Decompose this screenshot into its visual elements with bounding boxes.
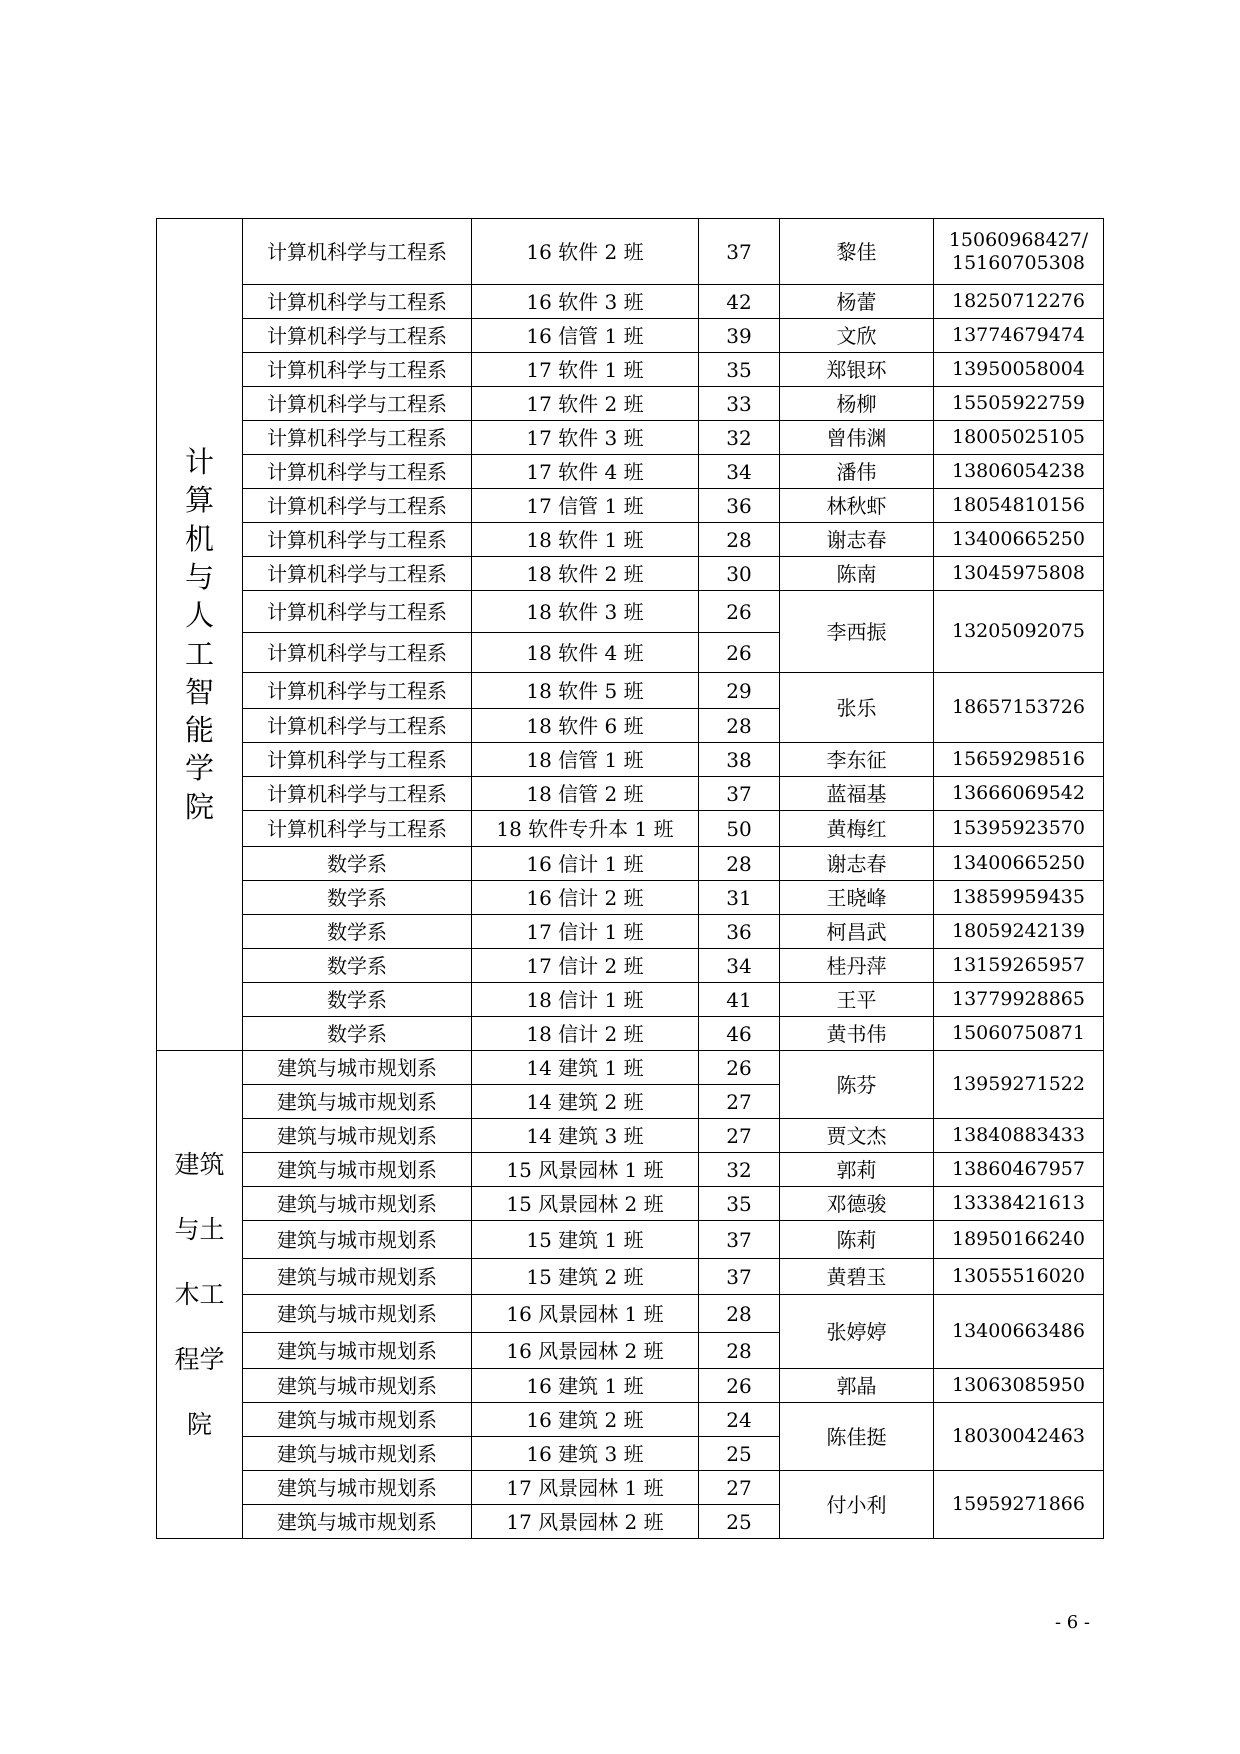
- teacher-cell: 黄碧玉: [780, 1259, 934, 1295]
- class-cell: 16 建筑 1 班: [472, 1369, 699, 1403]
- teacher-cell: 李东征: [780, 743, 934, 777]
- department-cell: 计算机科学与工程系: [243, 489, 472, 523]
- class-cell: 18 软件 6 班: [472, 709, 699, 743]
- class-cell: 18 软件 4 班: [472, 633, 699, 673]
- phone-cell: 13055516020: [934, 1259, 1104, 1295]
- phone-cell: 13400665250: [934, 847, 1104, 881]
- department-cell: 数学系: [243, 881, 472, 915]
- college-name-cell: [157, 1051, 243, 1539]
- department-cell: 数学系: [243, 847, 472, 881]
- student-count-cell: 34: [699, 949, 780, 983]
- phone-cell: 18005025105: [934, 421, 1104, 455]
- student-count-cell: 46: [699, 1017, 780, 1051]
- phone-cell: 18054810156: [934, 489, 1104, 523]
- phone-cell: 15395923570: [934, 811, 1104, 847]
- teacher-cell: 曾伟渊: [780, 421, 934, 455]
- student-count-cell: 24: [699, 1403, 780, 1437]
- student-count-cell: 31: [699, 881, 780, 915]
- teacher-cell: 黄书伟: [780, 1017, 934, 1051]
- teacher-cell: 王晓峰: [780, 881, 934, 915]
- table-row: [157, 673, 1104, 709]
- class-cell: 17 软件 2 班: [472, 387, 699, 421]
- table-row: [157, 915, 1104, 949]
- phone-cell: 18030042463: [934, 1403, 1104, 1471]
- table-row: [157, 1471, 1104, 1505]
- phone-cell: 15659298516: [934, 743, 1104, 777]
- student-count-cell: 39: [699, 319, 780, 353]
- department-cell: 建筑与城市规划系: [243, 1259, 472, 1295]
- class-cell: 18 软件专升本 1 班: [472, 811, 699, 847]
- teacher-cell: 付小利: [780, 1471, 934, 1539]
- class-cell: 16 风景园林 1 班: [472, 1295, 699, 1333]
- college-name: 计算机与人工智能学院: [184, 445, 214, 824]
- teacher-cell: 谢志春: [780, 847, 934, 881]
- table-row: [157, 1259, 1104, 1295]
- department-cell: 计算机科学与工程系: [243, 673, 472, 709]
- table-row: [157, 1295, 1104, 1333]
- class-cell: 14 建筑 2 班: [472, 1085, 699, 1119]
- student-count-cell: 29: [699, 673, 780, 709]
- class-cell: 17 风景园林 2 班: [472, 1505, 699, 1539]
- table-row: [157, 1051, 1104, 1085]
- teacher-cell: 柯昌武: [780, 915, 934, 949]
- class-cell: 16 软件 3 班: [472, 285, 699, 319]
- phone-cell: 13806054238: [934, 455, 1104, 489]
- student-count-cell: 41: [699, 983, 780, 1017]
- department-cell: 计算机科学与工程系: [243, 743, 472, 777]
- teacher-cell: 王平: [780, 983, 934, 1017]
- teacher-cell: 桂丹萍: [780, 949, 934, 983]
- class-cell: 18 软件 3 班: [472, 591, 699, 633]
- department-cell: 建筑与城市规划系: [243, 1471, 472, 1505]
- class-roster-table: [156, 218, 1104, 1539]
- phone-cell: 13859959435: [934, 881, 1104, 915]
- teacher-cell: 蓝福基: [780, 777, 934, 811]
- department-cell: 建筑与城市规划系: [243, 1153, 472, 1187]
- department-cell: 数学系: [243, 983, 472, 1017]
- roster-body: [157, 219, 1104, 1539]
- class-cell: 18 信计 2 班: [472, 1017, 699, 1051]
- student-count-cell: 28: [699, 1295, 780, 1333]
- teacher-cell: 贾文杰: [780, 1119, 934, 1153]
- department-cell: 建筑与城市规划系: [243, 1221, 472, 1259]
- phone-cell: 13860467957: [934, 1153, 1104, 1187]
- department-cell: 建筑与城市规划系: [243, 1333, 472, 1369]
- class-cell: 17 信计 2 班: [472, 949, 699, 983]
- class-cell: 15 风景园林 2 班: [472, 1187, 699, 1221]
- student-count-cell: 27: [699, 1085, 780, 1119]
- class-cell: 17 信管 1 班: [472, 489, 699, 523]
- table-row: [157, 387, 1104, 421]
- student-count-cell: 32: [699, 421, 780, 455]
- teacher-cell: 郭莉: [780, 1153, 934, 1187]
- student-count-cell: 25: [699, 1437, 780, 1471]
- student-count-cell: 28: [699, 709, 780, 743]
- table-row: [157, 591, 1104, 633]
- department-cell: 数学系: [243, 949, 472, 983]
- table-row: [157, 1403, 1104, 1437]
- class-cell: 18 软件 5 班: [472, 673, 699, 709]
- student-count-cell: 38: [699, 743, 780, 777]
- student-count-cell: 28: [699, 847, 780, 881]
- teacher-cell: 陈芬: [780, 1051, 934, 1119]
- phone-cell: 18950166240: [934, 1221, 1104, 1259]
- student-count-cell: 28: [699, 1333, 780, 1369]
- department-cell: 计算机科学与工程系: [243, 319, 472, 353]
- student-count-cell: 27: [699, 1119, 780, 1153]
- table-row: [157, 881, 1104, 915]
- class-cell: 18 信管 1 班: [472, 743, 699, 777]
- table-row: [157, 353, 1104, 387]
- student-count-cell: 37: [699, 1259, 780, 1295]
- phone-cell: 15959271866: [934, 1471, 1104, 1539]
- table-row: [157, 319, 1104, 353]
- class-cell: 17 软件 1 班: [472, 353, 699, 387]
- class-cell: 16 建筑 2 班: [472, 1403, 699, 1437]
- teacher-cell: 黄梅红: [780, 811, 934, 847]
- phone-cell: 13400663486: [934, 1295, 1104, 1369]
- student-count-cell: 35: [699, 1187, 780, 1221]
- student-count-cell: 28: [699, 523, 780, 557]
- teacher-cell: 郭晶: [780, 1369, 934, 1403]
- teacher-cell: 李西振: [780, 591, 934, 673]
- student-count-cell: 27: [699, 1471, 780, 1505]
- teacher-cell: 黎佳: [780, 219, 934, 285]
- class-cell: 17 软件 4 班: [472, 455, 699, 489]
- class-cell: 14 建筑 1 班: [472, 1051, 699, 1085]
- student-count-cell: 30: [699, 557, 780, 591]
- teacher-cell: 谢志春: [780, 523, 934, 557]
- phone-cell: 13840883433: [934, 1119, 1104, 1153]
- class-cell: 17 信计 1 班: [472, 915, 699, 949]
- phone-cell: 13205092075: [934, 591, 1104, 673]
- teacher-cell: 陈莉: [780, 1221, 934, 1259]
- student-count-cell: 34: [699, 455, 780, 489]
- student-count-cell: 26: [699, 1369, 780, 1403]
- class-cell: 17 软件 3 班: [472, 421, 699, 455]
- phone-cell: 13950058004: [934, 353, 1104, 387]
- phone-cell: 18250712276: [934, 285, 1104, 319]
- table-row: [157, 1369, 1104, 1403]
- department-cell: 计算机科学与工程系: [243, 523, 472, 557]
- teacher-cell: 陈佳挺: [780, 1403, 934, 1471]
- table-row: [157, 421, 1104, 455]
- teacher-cell: 郑银环: [780, 353, 934, 387]
- student-count-cell: 42: [699, 285, 780, 319]
- department-cell: 建筑与城市规划系: [243, 1187, 472, 1221]
- teacher-cell: 杨蕾: [780, 285, 934, 319]
- teacher-cell: 邓德骏: [780, 1187, 934, 1221]
- teacher-cell: 林秋虾: [780, 489, 934, 523]
- student-count-cell: 36: [699, 915, 780, 949]
- class-cell: 15 建筑 1 班: [472, 1221, 699, 1259]
- phone-cell: 13338421613: [934, 1187, 1104, 1221]
- table-row: [157, 1221, 1104, 1259]
- table-row: [157, 1187, 1104, 1221]
- class-cell: 15 风景园林 1 班: [472, 1153, 699, 1187]
- table-row: [157, 1119, 1104, 1153]
- class-cell: 18 软件 2 班: [472, 557, 699, 591]
- class-cell: 16 信计 1 班: [472, 847, 699, 881]
- table-row: [157, 811, 1104, 847]
- student-count-cell: 25: [699, 1505, 780, 1539]
- department-cell: 建筑与城市规划系: [243, 1505, 472, 1539]
- college-name: 建筑与土木工程学院: [174, 1150, 225, 1439]
- class-cell: 18 信管 2 班: [472, 777, 699, 811]
- table-row: [157, 1017, 1104, 1051]
- teacher-cell: 潘伟: [780, 455, 934, 489]
- department-cell: 计算机科学与工程系: [243, 591, 472, 633]
- teacher-cell: 文欣: [780, 319, 934, 353]
- department-cell: 建筑与城市规划系: [243, 1295, 472, 1333]
- phone-cell: 13159265957: [934, 949, 1104, 983]
- teacher-cell: 张乐: [780, 673, 934, 743]
- student-count-cell: 26: [699, 591, 780, 633]
- department-cell: 计算机科学与工程系: [243, 709, 472, 743]
- student-count-cell: 26: [699, 1051, 780, 1085]
- table-row: [157, 949, 1104, 983]
- department-cell: 计算机科学与工程系: [243, 353, 472, 387]
- table-row: [157, 523, 1104, 557]
- table-row: [157, 557, 1104, 591]
- class-cell: 16 风景园林 2 班: [472, 1333, 699, 1369]
- department-cell: 计算机科学与工程系: [243, 285, 472, 319]
- page-number: - 6 -: [1054, 1612, 1090, 1633]
- phone-cell: 13666069542: [934, 777, 1104, 811]
- student-count-cell: 35: [699, 353, 780, 387]
- student-count-cell: 36: [699, 489, 780, 523]
- table-row: [157, 743, 1104, 777]
- department-cell: 建筑与城市规划系: [243, 1051, 472, 1085]
- teacher-cell: 陈南: [780, 557, 934, 591]
- table-row: [157, 1153, 1104, 1187]
- student-count-cell: 37: [699, 219, 780, 285]
- college-name-cell: [157, 219, 243, 1051]
- table-row: [157, 983, 1104, 1017]
- table-row: [157, 777, 1104, 811]
- phone-cell: 15060968427/ 15160705308: [934, 219, 1104, 285]
- table-row: [157, 285, 1104, 319]
- phone-cell: 13774679474: [934, 319, 1104, 353]
- table-row: [157, 847, 1104, 881]
- department-cell: 建筑与城市规划系: [243, 1403, 472, 1437]
- table-row: [157, 219, 1104, 285]
- department-cell: 数学系: [243, 1017, 472, 1051]
- department-cell: 数学系: [243, 915, 472, 949]
- class-cell: 15 建筑 2 班: [472, 1259, 699, 1295]
- class-cell: 18 信计 1 班: [472, 983, 699, 1017]
- department-cell: 计算机科学与工程系: [243, 387, 472, 421]
- class-cell: 18 软件 1 班: [472, 523, 699, 557]
- table-row: [157, 489, 1104, 523]
- phone-cell: 13045975808: [934, 557, 1104, 591]
- class-cell: 16 建筑 3 班: [472, 1437, 699, 1471]
- teacher-cell: 张婷婷: [780, 1295, 934, 1369]
- department-cell: 计算机科学与工程系: [243, 633, 472, 673]
- class-cell: 14 建筑 3 班: [472, 1119, 699, 1153]
- phone-cell: 18657153726: [934, 673, 1104, 743]
- department-cell: 建筑与城市规划系: [243, 1369, 472, 1403]
- student-count-cell: 26: [699, 633, 780, 673]
- student-count-cell: 37: [699, 777, 780, 811]
- phone-cell: 15505922759: [934, 387, 1104, 421]
- table-row: [157, 455, 1104, 489]
- phone-cell: 13400665250: [934, 523, 1104, 557]
- department-cell: 建筑与城市规划系: [243, 1119, 472, 1153]
- department-cell: 建筑与城市规划系: [243, 1437, 472, 1471]
- class-cell: 16 信管 1 班: [472, 319, 699, 353]
- phone-cell: 13063085950: [934, 1369, 1104, 1403]
- phone-cell: 15060750871: [934, 1017, 1104, 1051]
- teacher-cell: 杨柳: [780, 387, 934, 421]
- student-count-cell: 32: [699, 1153, 780, 1187]
- department-cell: 建筑与城市规划系: [243, 1085, 472, 1119]
- department-cell: 计算机科学与工程系: [243, 811, 472, 847]
- department-cell: 计算机科学与工程系: [243, 455, 472, 489]
- student-count-cell: 37: [699, 1221, 780, 1259]
- student-count-cell: 33: [699, 387, 780, 421]
- phone-cell: 13779928865: [934, 983, 1104, 1017]
- department-cell: 计算机科学与工程系: [243, 219, 472, 285]
- class-cell: 16 软件 2 班: [472, 219, 699, 285]
- phone-cell: 13959271522: [934, 1051, 1104, 1119]
- department-cell: 计算机科学与工程系: [243, 557, 472, 591]
- department-cell: 计算机科学与工程系: [243, 777, 472, 811]
- class-cell: 16 信计 2 班: [472, 881, 699, 915]
- phone-cell: 18059242139: [934, 915, 1104, 949]
- student-count-cell: 50: [699, 811, 780, 847]
- department-cell: 计算机科学与工程系: [243, 421, 472, 455]
- class-cell: 17 风景园林 1 班: [472, 1471, 699, 1505]
